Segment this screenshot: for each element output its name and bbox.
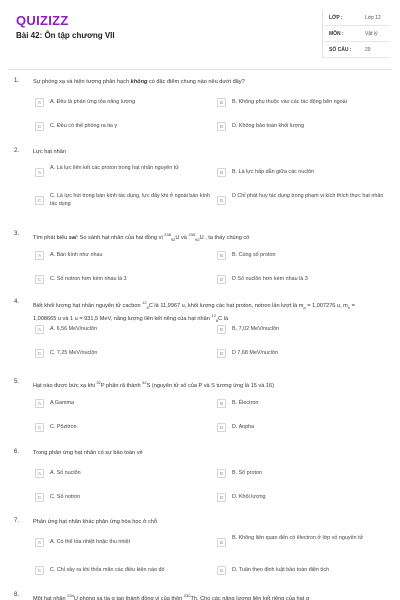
question-number: 6. — [14, 449, 20, 455]
question-text: Trong phản ứng hạt nhân có sự bảo toàn về — [33, 450, 143, 456]
meta-value: Lớp 12 — [365, 15, 381, 21]
option-text: A. Là lực liên kết các proton trong hạt nhân nguyên tử — [50, 165, 179, 171]
option-text: C. 7,25 MeV/nuclôn — [50, 350, 98, 356]
question-text: Lực hạt nhân — [33, 149, 66, 155]
option-letter-box: C — [35, 122, 44, 131]
option-text: D Số nuclôn hơn kém nhau là 3 — [232, 276, 308, 282]
option-text: D. Khối lượng — [232, 494, 266, 500]
meta-row-count — [323, 42, 390, 58]
option-letter-box: D — [217, 122, 226, 131]
option-text: D. Tuân theo định luật bảo toàn điện tích — [232, 567, 330, 573]
question-text: Phản ứng hạt nhân khác phản ứng hóa học ở chỗ — [33, 519, 158, 525]
meta-row-class — [323, 10, 390, 26]
option-letter-box: D — [217, 493, 226, 502]
option-letter-box: B — [217, 399, 226, 408]
option-letter-box: B — [217, 98, 226, 107]
worksheet-header — [0, 0, 400, 70]
option-text: B. Không phụ thuộc vào các tác động bên ngoài — [232, 99, 347, 105]
question-number: 3. — [14, 231, 20, 237]
meta-key: MÔN : — [329, 31, 344, 37]
question-number: 4. — [14, 299, 20, 305]
option-text: C. Pôzitron — [50, 424, 77, 430]
page-title: Bài 42: Ôn tập chương VII — [16, 31, 115, 40]
option-text: A. 6,56 MeV/nuclôn — [50, 326, 98, 332]
option-letter-box: C — [35, 566, 44, 575]
question-number: 1. — [14, 78, 20, 84]
option-text: D. Không bảo toàn khối lượng — [232, 123, 305, 129]
meta-row-subject — [323, 26, 390, 42]
option-text: B. Êlectron — [232, 400, 259, 406]
option-letter-box: C — [35, 349, 44, 358]
option-text: D. Anpha — [232, 424, 255, 430]
question-number: 2. — [14, 148, 20, 154]
option-text: C. Là lực hút trong bán kính tác dụng, lực đẩy khi ở ngoài bán kính tác dụng — [50, 193, 210, 207]
option-text: C. Đều có thể phóng ra tia γ — [50, 123, 118, 129]
question-text: Sự phóng xạ và hiện tượng phân hạch không có đặc điểm chung nào nêu dưới đây? — [33, 79, 245, 85]
option-letter-box: D — [217, 275, 226, 284]
option-letter-box: D — [217, 423, 226, 432]
question-text: Một hạt nhân $^{234}$U phóng xạ tia α tạo thành đồng vị của thôri $^{230}$Th. Cho các năng lượng liên kết riêng của hạt α — [33, 593, 310, 600]
option-text: B. Số proton — [232, 470, 262, 476]
option-letter-box: A — [35, 469, 44, 478]
option-text: B. Không liên quan đến có êlectron ở lớp vỏ nguyên tử — [232, 535, 364, 541]
option-text: B. 7,02 MeV/nuclôn — [232, 326, 280, 332]
question-text: Hạt nào được bức xạ khi $^{32}$P phân rã thành $^{32}$S (nguyên tử số của P và S tương ứng là 15 và 16) — [33, 380, 274, 389]
option-text: A. Đều là phản ứng tỏa năng lượng — [50, 99, 136, 105]
option-letter-box: A — [35, 168, 44, 177]
option-text: B. Cùng số proton — [232, 252, 276, 258]
option-letter-box: D — [217, 349, 226, 358]
option-text: B. Là lực hấp dẫn giữa các nuclôn — [232, 169, 315, 175]
meta-info-box — [322, 10, 390, 58]
option-letter-box: C — [35, 275, 44, 284]
option-text: C. Chỉ xảy ra khi thỏa mãn các điều kiện nào đó — [50, 567, 165, 573]
meta-key: LỚP : — [329, 15, 343, 21]
option-letter-box: B — [217, 325, 226, 334]
option-letter-box: A — [35, 251, 44, 260]
meta-value: 29 — [365, 47, 371, 53]
header-divider — [8, 69, 392, 70]
option-letter-box: A — [35, 399, 44, 408]
option-text: C. Số notron — [50, 494, 81, 500]
question-number: 8. — [14, 592, 20, 598]
question-number: 5. — [14, 379, 20, 385]
option-letter-box: A — [35, 98, 44, 107]
question-number: 7. — [14, 518, 20, 524]
option-letter-box: B — [217, 469, 226, 478]
quizizz-logo: QUIZIZZ — [16, 13, 69, 28]
option-letter-box: C — [35, 196, 44, 205]
option-text: A Gamma — [50, 400, 74, 406]
option-letter-box: D — [217, 196, 226, 205]
option-letter-box: A — [35, 325, 44, 334]
option-text: C. Số notron hơn kém nhau là 3 — [50, 276, 127, 282]
meta-key: SỐ CÂU : — [329, 47, 352, 53]
option-letter-box: C — [35, 423, 44, 432]
option-letter-box: D — [217, 566, 226, 575]
option-letter-box: B — [217, 168, 226, 177]
option-letter-box: C — [35, 493, 44, 502]
question-text: Tìm phát biểu sai: So sánh hạt nhân của hai đồng vị $^{238}_{92}$U và $^{235}_{92}$U , ta thấy chúng có — [33, 232, 250, 242]
option-text: D 7,68 MeV/nuclôn — [232, 350, 278, 356]
option-text: A. Có thể tỏa nhiệt hoặc thu nhiệt — [50, 539, 131, 545]
option-letter-box: A — [35, 538, 44, 547]
option-letter-box: B — [217, 251, 226, 260]
option-text: A. Số nuclôn — [50, 470, 81, 476]
option-text: A. Bán kính như nhau — [50, 252, 103, 258]
question-text: Biết khối lượng hạt nhân nguyên tử cacbon $^{12}_6$C là 11,9967 u, khối lượng các hạt proton, notron lần lượt là $m_p = 1,007276$ u, $m_n = 1,008665$ u và 1 u = 931,5 MeV, năng lượng liên kết riêng của hạt nhân $^{12}_6$C là — [33, 300, 355, 323]
option-text: D Chỉ phát huy tác dụng trong phạm vi kích thích thực hạt nhân — [232, 193, 384, 199]
meta-value: Vật lý — [365, 31, 378, 37]
option-letter-box: B — [217, 538, 226, 547]
